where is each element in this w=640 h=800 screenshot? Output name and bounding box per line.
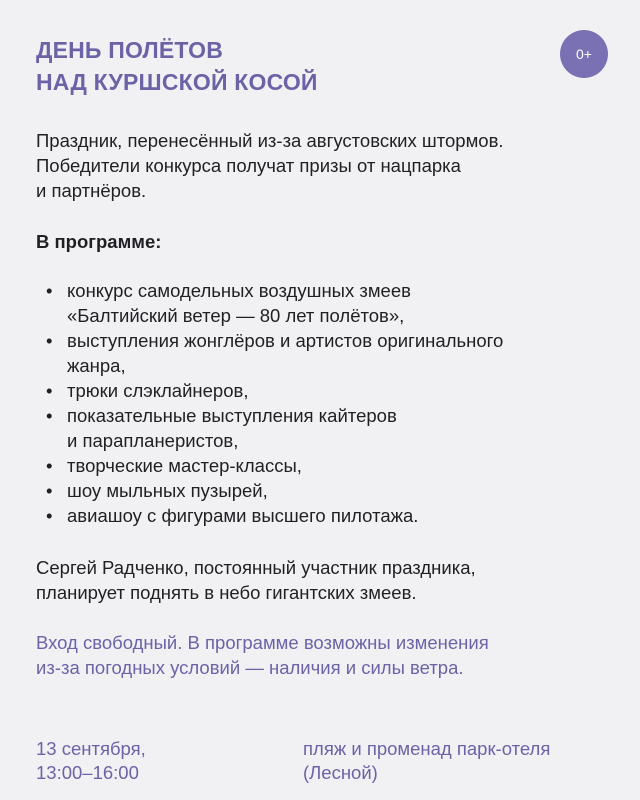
list-item-text: шоу мыльных пузырей, [67,480,268,501]
note-line: из-за погодных условий — наличия и силы ветра. [36,657,464,678]
note-line: Вход свободный. В программе возможны изменения [36,632,489,653]
event-time: 13:00–16:00 [36,762,139,783]
location-line: пляж и променад парк-отеля [303,738,551,759]
bullet-icon: • [46,405,53,426]
list-item-text: выступления жонглёров и артистов оригинального [67,330,504,351]
age-rating-badge: 0+ [560,30,608,78]
bullet-icon: • [46,455,53,476]
list-item [36,278,616,328]
participant-paragraph [36,555,616,605]
location-line: (Лесной) [303,762,378,783]
list-item-text: и парапланеристов, [67,430,239,451]
intro-line: Победители конкурса получат призы от нацпарка [36,155,461,176]
participant-line: планирует поднять в небо гигантских змеев. [36,582,417,603]
list-item [36,478,616,503]
bullet-icon: • [46,380,53,401]
intro-paragraph [36,128,616,203]
bullet-icon: • [46,330,53,351]
entry-note [36,630,616,680]
list-item-text: «Балтийский ветер — 80 лет полётов», [67,305,405,326]
event-datetime [36,737,146,785]
bullet-icon: • [46,480,53,501]
event-location [303,737,550,785]
list-item [36,503,616,528]
title-line-1: ДЕНЬ ПОЛЁТОВ [36,37,224,63]
participant-line: Сергей Радченко, постоянный участник праздника, [36,557,476,578]
intro-line: Праздник, перенесённый из-за августовских штормов. [36,130,504,151]
intro-line: и партнёров. [36,180,147,201]
list-item-text: творческие мастер-классы, [67,455,302,476]
list-item [36,378,616,403]
program-list [36,278,616,528]
bullet-icon: • [46,505,53,526]
page-title [36,34,318,98]
list-item-text: авиашоу с фигурами высшего пилотажа. [67,505,419,526]
event-date: 13 сентября, [36,738,146,759]
program-heading: В программе: [36,231,162,252]
list-item-text: показательные выступления кайтеров [67,405,397,426]
list-item-text: конкурс самодельных воздушных змеев [67,280,411,301]
bullet-icon: • [46,280,53,301]
list-item [36,328,616,378]
title-line-2: НАД КУРШСКОЙ КОСОЙ [36,69,318,95]
list-item-text: трюки слэклайнеров, [67,380,249,401]
list-item-text: жанра, [67,355,126,376]
list-item [36,403,616,453]
list-item [36,453,616,478]
